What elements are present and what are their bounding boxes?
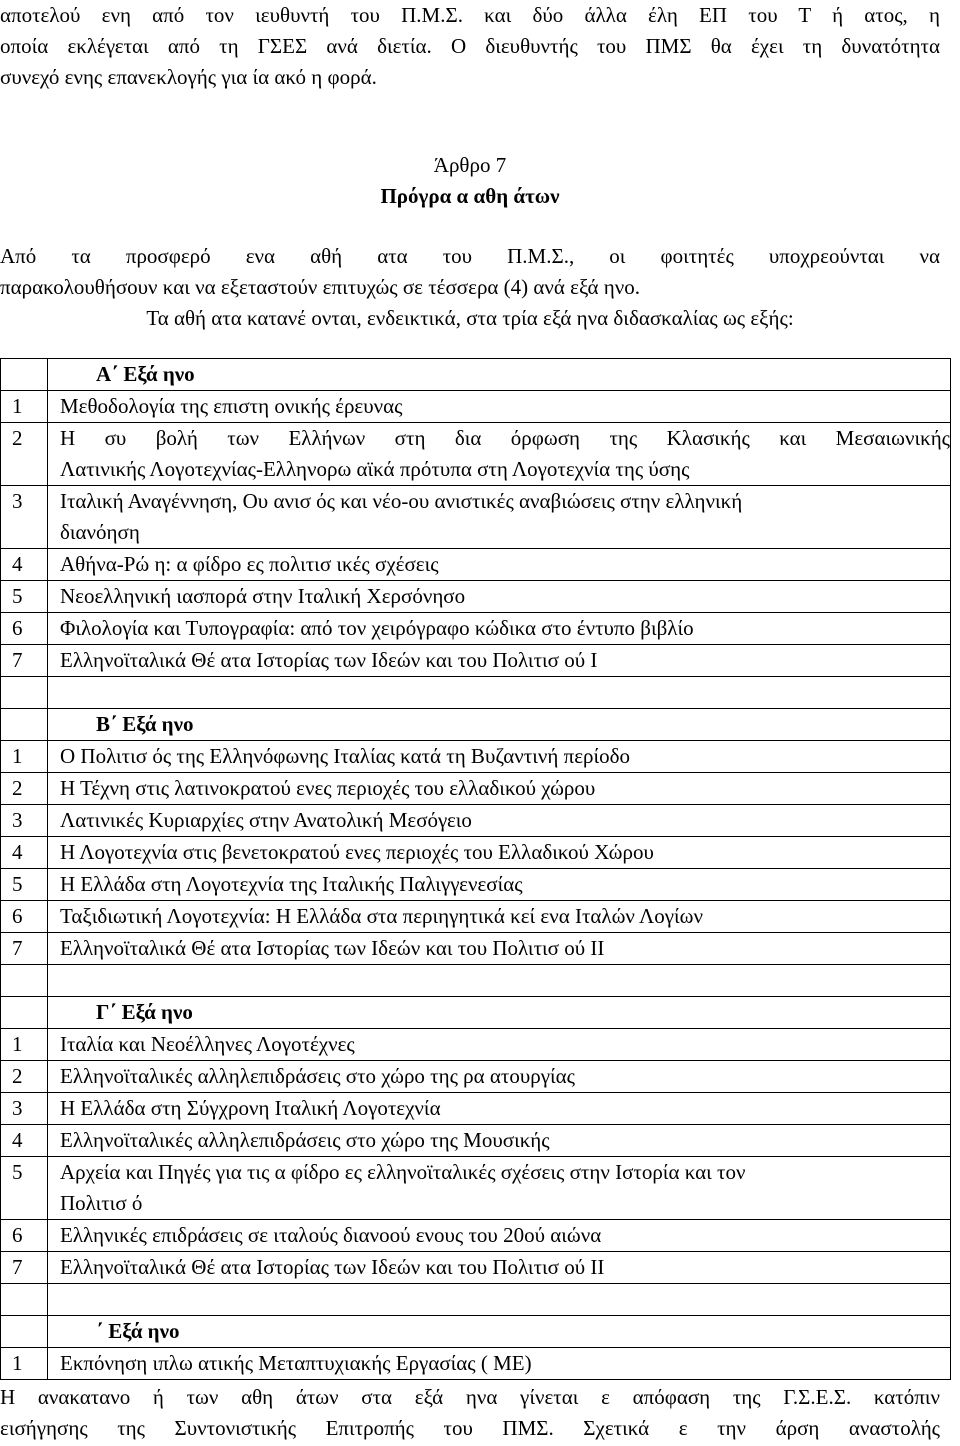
course-title [48, 1220, 951, 1252]
course-number: 1 [1, 391, 48, 423]
course-number: 6 [1, 613, 48, 645]
course-title [48, 1157, 951, 1220]
course-row [1, 423, 951, 486]
course-row [1, 933, 951, 965]
semester-header-row [1, 1316, 951, 1348]
course-number: 7 [1, 645, 48, 677]
course-title-line: Λατινικές Κυριαρχίες στην Ανατολική Μεσόγειο [60, 808, 472, 832]
empty-cell [1, 1316, 48, 1348]
course-number: 7 [1, 1252, 48, 1284]
course-row [1, 1252, 951, 1284]
course-row [1, 869, 951, 901]
course-title-line: Ελληνοϊταλικά Θέ ατα Ιστορίας των Ιδεών και του Πολιτισ ού Ι [60, 648, 598, 672]
course-title [48, 581, 951, 613]
course-row [1, 1061, 951, 1093]
text-line: εισήγησης της Συντονιστικής Επιτροπής του ΠΜΣ. Σχετικά ε την άρση αναστολής [0, 1416, 940, 1440]
course-title-line: Η συ βολή των Ελλήνων στη δια όρφωση της Κλασικής και Μεσαιωνικής [60, 426, 950, 450]
course-title-line: Ιταλική Αναγέννηση, Ου ανισ ός και νέο-ου ανιστικές αναβιώσεις στην ελληνική [60, 489, 743, 513]
course-number: 3 [1, 486, 48, 549]
course-number: 4 [1, 837, 48, 869]
course-number: 3 [1, 1093, 48, 1125]
course-row [1, 1157, 951, 1220]
text-line: αποτελού ενη από τον ιευθυντή του Π.Μ.Σ. και δύο άλλα έλη ΕΠ του Τ ή ατος, η [0, 3, 940, 27]
course-title [48, 933, 951, 965]
course-number: 1 [1, 741, 48, 773]
course-title [48, 1029, 951, 1061]
course-title-line: Η Ελλάδα στη Σύγχρονη Ιταλική Λογοτεχνία [60, 1096, 441, 1120]
course-title-line: Ελληνοϊταλικές αλληλεπιδράσεις στο χώρο της Μουσικής [60, 1128, 550, 1152]
semester-title: Β΄ Εξά ηνο [48, 709, 951, 741]
course-row [1, 613, 951, 645]
course-title-line: Μεθοδολογία της επιστη ονικής έρευνας [60, 394, 403, 418]
text-line: Η ανακατανο ή των αθη άτων στα εξά ηνα γίνεται ε απόφαση της Γ.Σ.Ε.Σ. κατόπιν [0, 1385, 940, 1409]
course-title-line: διανόηση [60, 520, 140, 544]
course-row [1, 549, 951, 581]
course-title [48, 486, 951, 549]
article-title: Πρόγρα α αθη άτων [380, 184, 560, 208]
text-line: συνεχό ενης επανεκλογής για ία ακό η φορά. [0, 65, 377, 89]
article-number: Άρθρο 7 [433, 153, 507, 177]
course-title-line: Νεοελληνική ιασπορά στην Ιταλική Χερσόνησο [60, 584, 466, 608]
spacer-row [1, 677, 951, 709]
course-title [48, 1061, 951, 1093]
course-row [1, 837, 951, 869]
course-number: 3 [1, 805, 48, 837]
course-title-line: Η Λογοτεχνία στις βενετοκρατού ενες περιοχές του Ελλαδικού Χώρου [60, 840, 654, 864]
course-number: 6 [1, 1220, 48, 1252]
semester-title: Γ΄ Εξά ηνο [48, 997, 951, 1029]
course-title-line: Ιταλία και Νεοέλληνες Λογοτέχνες [60, 1032, 355, 1056]
course-number: 6 [1, 901, 48, 933]
course-title [48, 1348, 951, 1380]
course-title-line: Ταξιδιωτική Λογοτεχνία: Η Ελλάδα στα περιηγητικά κεί ενα Ιταλών Λογίων [60, 904, 703, 928]
course-row [1, 1029, 951, 1061]
course-title [48, 1252, 951, 1284]
intro-paragraph [0, 0, 940, 93]
semester-title: ΄ Εξά ηνο [48, 1316, 951, 1348]
course-title [48, 549, 951, 581]
course-title-line: Η Τέχνη στις λατινοκρατού ενες περιοχές του ελλαδικού χώρου [60, 776, 596, 800]
empty-cell [1, 359, 48, 391]
course-number: 2 [1, 1061, 48, 1093]
course-title [48, 1125, 951, 1157]
course-title-line: Αρχεία και Πηγές για τις α φίδρο ες ελληνοϊταλικές σχέσεις στην Ιστορία και τον [60, 1160, 746, 1184]
text-line: Από τα προσφερό ενα αθή ατα του Π.Μ.Σ., οι φοιτητές υποχρεούνται να [0, 244, 940, 268]
course-row [1, 1125, 951, 1157]
empty-cell [1, 997, 48, 1029]
course-title [48, 773, 951, 805]
course-number: 7 [1, 933, 48, 965]
course-row [1, 1220, 951, 1252]
empty-cell [48, 677, 951, 709]
empty-cell [1, 709, 48, 741]
empty-cell [1, 965, 48, 997]
course-row [1, 901, 951, 933]
course-row [1, 773, 951, 805]
course-title [48, 837, 951, 869]
course-title-line: Ελληνοϊταλικά Θέ ατα Ιστορίας των Ιδεών και του Πολιτισ ού ΙΙ [60, 1255, 605, 1279]
course-title-line: Εκπόνηση ιπλω ατικής Μεταπτυχιακής Εργασίας ( ΜΕ) [60, 1351, 532, 1375]
course-title [48, 613, 951, 645]
course-number: 5 [1, 581, 48, 613]
course-row [1, 741, 951, 773]
article-heading [0, 150, 940, 212]
course-title [48, 391, 951, 423]
course-number: 2 [1, 773, 48, 805]
spacer-row [1, 965, 951, 997]
empty-cell [48, 1284, 951, 1316]
text-line: Τα αθή ατα κατανέ ονται, ενδεικτικά, στα τρία εξά ηνα διδασκαλίας ως εξής: [146, 306, 794, 330]
course-number: 5 [1, 1157, 48, 1220]
course-title-line: Ο Πολιτισ ός της Ελληνόφωνης Ιταλίας κατά τη Βυζαντινή περίοδο [60, 744, 631, 768]
semester-title: Α΄ Εξά ηνο [48, 359, 951, 391]
course-title [48, 901, 951, 933]
course-row [1, 391, 951, 423]
course-title [48, 805, 951, 837]
text-line: οποία εκλέγεται από τη ΓΣΕΣ ανά διετία. Ο διευθυντής του ΠΜΣ θα έχει τη δυνατότητα [0, 34, 940, 58]
course-row [1, 1093, 951, 1125]
course-title-line: Η Ελλάδα στη Λογοτεχνία της Ιταλικής Παλιγγενεσίας [60, 872, 523, 896]
course-number: 2 [1, 423, 48, 486]
course-title-line: Πολιτισ ό [60, 1191, 143, 1215]
course-number: 5 [1, 869, 48, 901]
course-title-line: Λατινικής Λογοτεχνίας-Ελληνορω αϊκά πρότυπα στη Λογοτεχνία της ύσης [60, 457, 690, 481]
course-title-line: Αθήνα-Ρώ η: α φίδρο ες πολιτισ ικές σχέσεις [60, 552, 439, 576]
course-title-line: Ελληνοϊταλικές αλληλεπιδράσεις στο χώρο της ρα ατουργίας [60, 1064, 575, 1088]
course-title [48, 423, 951, 486]
course-title-line: Ελληνικές επιδράσεις σε ιταλούς διανοού ενους του 20ού αιώνα [60, 1223, 602, 1247]
empty-cell [1, 677, 48, 709]
course-title [48, 869, 951, 901]
course-number: 1 [1, 1029, 48, 1061]
courses-table [0, 358, 951, 1380]
semester-header-row [1, 709, 951, 741]
course-row [1, 486, 951, 549]
semester-header-row [1, 359, 951, 391]
text-line: παρακολουθήσουν και να εξεταστούν επιτυχώς σε τέσσερα (4) ανά εξά ηνο. [0, 275, 641, 299]
course-number: 4 [1, 1125, 48, 1157]
empty-cell [48, 965, 951, 997]
spacer-row [1, 1284, 951, 1316]
course-row [1, 805, 951, 837]
course-number: 4 [1, 549, 48, 581]
article-body [0, 241, 940, 334]
course-number: 1 [1, 1348, 48, 1380]
course-title [48, 1093, 951, 1125]
course-title-line: Ελληνοϊταλικά Θέ ατα Ιστορίας των Ιδεών και του Πολιτισ ού ΙΙ [60, 936, 605, 960]
course-row [1, 645, 951, 677]
empty-cell [1, 1284, 48, 1316]
semester-header-row [1, 997, 951, 1029]
course-title [48, 741, 951, 773]
course-title [48, 645, 951, 677]
closing-paragraph [0, 1382, 940, 1444]
course-title-line: Φιλολογία και Τυπογραφία: από τον χειρόγραφο κώδικα στο έντυπο βιβλίο [60, 616, 694, 640]
course-row [1, 1348, 951, 1380]
course-row [1, 581, 951, 613]
